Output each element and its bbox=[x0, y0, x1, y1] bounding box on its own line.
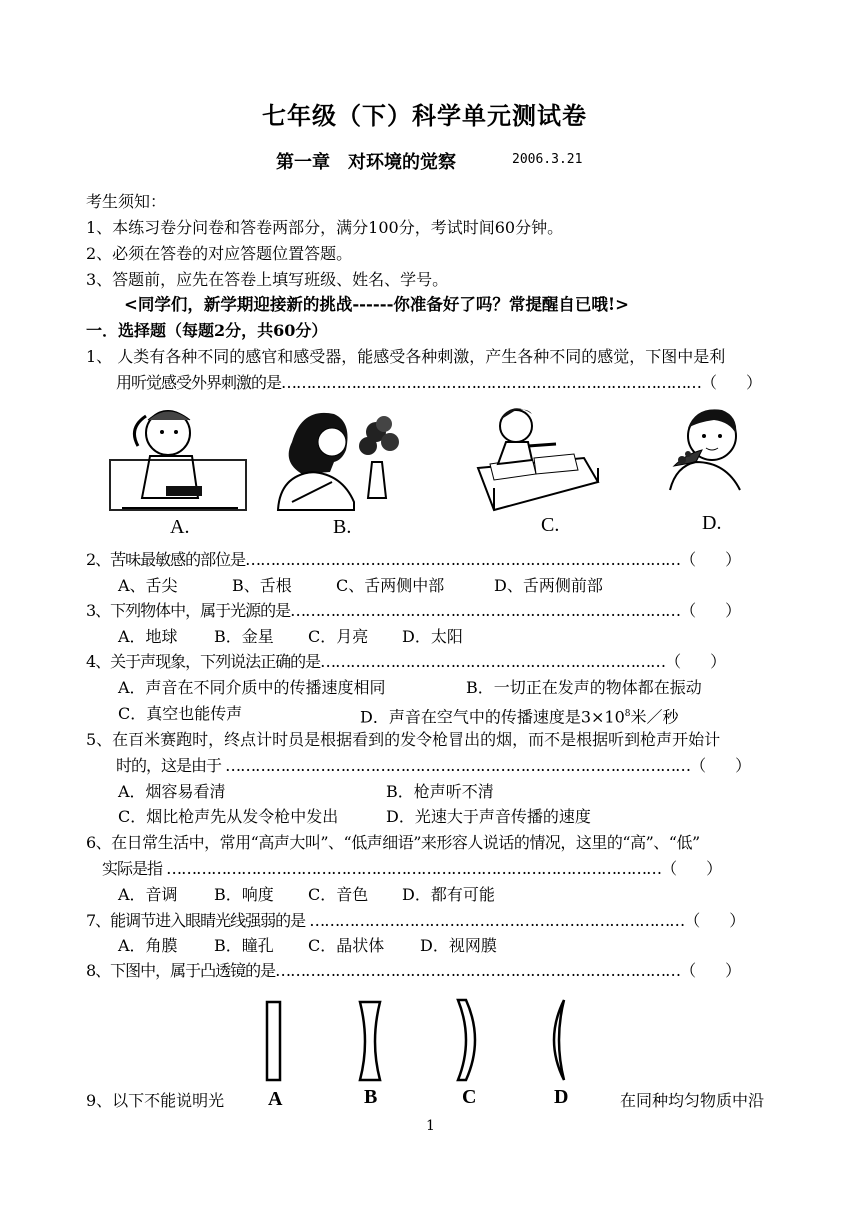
question-3: 3、下列物体中，属于光源的是……………………………………………………………………（ ） bbox=[86, 601, 741, 620]
q7-option-b: B．瞳孔 bbox=[214, 936, 274, 955]
q7-option-d: D．视网膜 bbox=[420, 936, 497, 955]
question-5-line-1: 5、在百米赛跑时，终点计时员是根据看到的发令枪冒出的烟，而不是根据听到枪声开始计 bbox=[86, 730, 721, 749]
q4-option-d: D．声音在空气中的传播速度是$3\times 10^8$米／秒 bbox=[360, 707, 679, 727]
notice-item-1: 1、本练习卷分问卷和答卷两部分，满分100分，考试时间60分钟。 bbox=[86, 218, 564, 237]
q3-option-c: C．月亮 bbox=[308, 627, 369, 646]
notice-heading: 考生须知： bbox=[86, 192, 167, 211]
q6-option-a: A．音调 bbox=[118, 885, 178, 904]
listening-phone-image bbox=[108, 398, 248, 513]
eating-image bbox=[656, 404, 756, 494]
q1-label-a: A. bbox=[170, 516, 190, 538]
q5-option-a: A．烟容易看清 bbox=[118, 782, 226, 801]
q6-option-c: C．音色 bbox=[308, 885, 369, 904]
lens-d-shape bbox=[544, 998, 570, 1084]
q7-option-c: C．晶状体 bbox=[308, 936, 385, 955]
q5-option-c: C．烟比枪声先从发令枪中发出 bbox=[118, 807, 339, 826]
question-8: 8、下图中，属于凸透镜的是………………………………………………………………………（ ） bbox=[86, 961, 741, 980]
q4-option-b: B．一切正在发声的物体都在振动 bbox=[466, 678, 702, 697]
smelling-flower-image bbox=[272, 402, 412, 512]
q2-option-c: C、舌两侧中部 bbox=[336, 576, 445, 595]
q4-option-c: C．真空也能传声 bbox=[118, 704, 243, 723]
question-1-line-2: 用听觉感受外界刺激的是…………………………………………………………………………（ ） bbox=[116, 373, 762, 392]
q8-label-c: C bbox=[462, 1086, 477, 1108]
notice-item-2: 2、必须在答卷的对应答题位置答题。 bbox=[86, 244, 353, 263]
page-title: 七年级（下）科学单元测试卷 bbox=[262, 101, 587, 130]
q5-option-d: D．光速大于声音传播的速度 bbox=[386, 807, 591, 826]
lens-b-shape bbox=[356, 1000, 386, 1084]
q7-option-a: A．角膜 bbox=[118, 936, 178, 955]
q2-option-b: B、舌根 bbox=[232, 576, 292, 595]
section-heading: 一．选择题（每题2分，共60分） bbox=[86, 321, 328, 340]
question-6-line-2: 实际是指 ………………………………………………………………………………………（ ） bbox=[102, 859, 722, 878]
slogan: <同学们，新学期迎接新的挑战------你准备好了吗？常提醒自已哦!> bbox=[124, 295, 629, 314]
q2-option-a: A、舌尖 bbox=[118, 576, 178, 595]
q1-label-b: B. bbox=[333, 516, 352, 538]
reading-image bbox=[472, 398, 602, 513]
q3-option-a: A．地球 bbox=[118, 627, 178, 646]
q8-label-a: A bbox=[268, 1088, 283, 1110]
page-number: 1 bbox=[426, 1118, 435, 1134]
question-7: 7、能调节进入眼睛光线强弱的是 …………………………………………………………………（ ） bbox=[86, 911, 745, 930]
question-6-line-1: 6、在日常生活中，常用“高声大叫”、“低声细语”来形容人说话的情况，这里的“高”、“低” bbox=[86, 833, 700, 852]
question-2: 2、苦味最敏感的部位是……………………………………………………………………………（ ） bbox=[86, 550, 741, 569]
q6-option-b: B．响度 bbox=[214, 885, 274, 904]
q3-option-b: B．金星 bbox=[214, 627, 274, 646]
q8-label-b: B bbox=[364, 1086, 378, 1108]
q5-option-b: B．枪声听不清 bbox=[386, 782, 494, 801]
q6-option-d: D．都有可能 bbox=[402, 885, 495, 904]
question-1-line-1: 1、 人类有各种不同的感官和感受器，能感受各种刺激，产生各种不同的感觉，下图中是利 bbox=[86, 347, 726, 366]
lens-a-shape bbox=[262, 1000, 286, 1084]
test-date: 2006.3.21 bbox=[512, 152, 583, 167]
question-5-line-2: 时的，这是由于 …………………………………………………………………………………（ ） bbox=[116, 756, 751, 775]
chapter-title: 第一章 对环境的觉察 bbox=[276, 152, 456, 173]
question-9-start: 9、以下不能说明光 bbox=[86, 1091, 225, 1110]
lens-c-shape bbox=[454, 998, 486, 1084]
q2-option-d: D、舌两侧前部 bbox=[494, 576, 603, 595]
q8-label-d: D bbox=[554, 1086, 569, 1108]
q3-option-d: D．太阳 bbox=[402, 627, 463, 646]
question-4: 4、关于声现象，下列说法正确的是……………………………………………………………（ ） bbox=[86, 652, 726, 671]
q1-label-d: D. bbox=[702, 512, 722, 534]
q1-label-c: C. bbox=[541, 514, 560, 536]
q4-option-a: A．声音在不同介质中的传播速度相同 bbox=[118, 678, 386, 697]
notice-item-3: 3、答题前，应先在答卷上填写班级、姓名、学号。 bbox=[86, 270, 449, 289]
question-9-end: 在同种均匀物质中沿 bbox=[620, 1091, 765, 1110]
